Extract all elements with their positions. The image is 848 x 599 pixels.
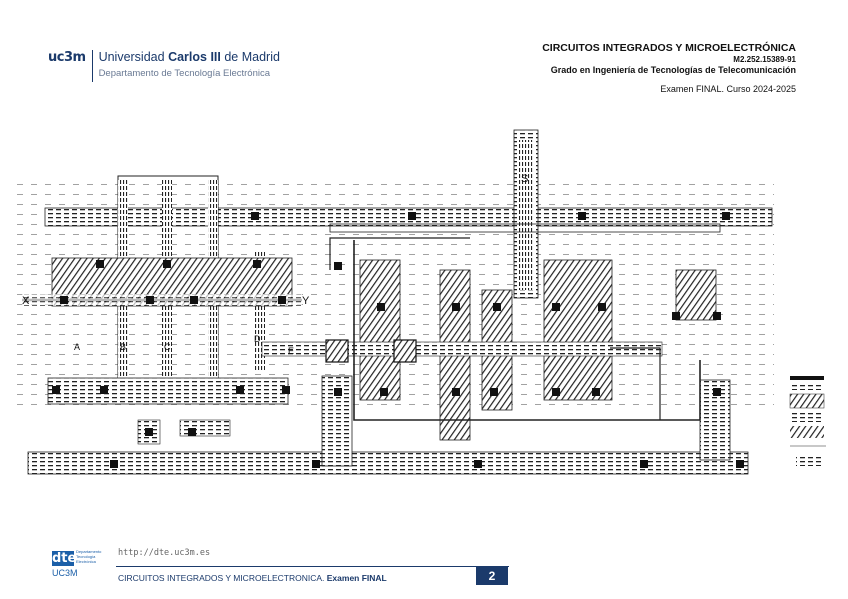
mid-wire (262, 342, 662, 356)
dte-logo (52, 549, 114, 579)
course-code: M2.252.15389-91 (733, 55, 796, 64)
document-header (542, 42, 796, 95)
logo-mark: uc3m (48, 50, 86, 65)
ndiff-left (48, 378, 288, 404)
junction-2 (394, 340, 416, 362)
university-name (99, 50, 280, 65)
footer-url[interactable]: http://dte.uc3m.es (118, 548, 211, 558)
label-b: B (120, 342, 127, 352)
diff-mid-1 (360, 260, 400, 400)
footer-title (118, 573, 387, 583)
logo-separator (92, 50, 93, 82)
department-name: Departamento de Tecnología Electrónica (98, 68, 271, 79)
label-a: A (74, 342, 81, 352)
footer-title-text: CIRCUITOS INTEGRADOS Y MICROELECTRONICA. (118, 573, 325, 583)
course-title: CIRCUITOS INTEGRADOS Y MICROELECTRÓNICA (542, 42, 796, 54)
footer-title-bold: Examen FINAL (326, 573, 387, 583)
junction-1 (326, 340, 348, 362)
uc3m-logo (48, 50, 280, 82)
diff-right-2 (676, 270, 716, 320)
dte-small-text: Departamento Tecnología Electrónica (76, 549, 102, 564)
dte-sub: UC3M (52, 568, 78, 578)
label-c: C (164, 342, 171, 352)
university-bold: Carlos III (168, 50, 221, 64)
label-y: Y (302, 295, 310, 307)
layer-legend (790, 376, 826, 466)
s-column-inner (519, 140, 533, 290)
dte-mark: dte (52, 551, 77, 566)
page-number: 2 (476, 567, 508, 585)
label-s: S (521, 173, 529, 185)
degree-name: Grado en Ingeniería de Tecnologías de Telecomunicación (550, 65, 796, 75)
small-pad-2 (180, 420, 230, 436)
label-d: D (254, 334, 261, 344)
exam-label: Examen FINAL. Curso 2024-2025 (660, 84, 796, 94)
layout-figure (0, 120, 848, 480)
university-post: de Madrid (224, 50, 280, 64)
label-e: E (288, 346, 295, 356)
label-x: X (22, 295, 30, 307)
university-pre: Universidad (98, 50, 165, 64)
diff-right-1 (544, 260, 612, 400)
